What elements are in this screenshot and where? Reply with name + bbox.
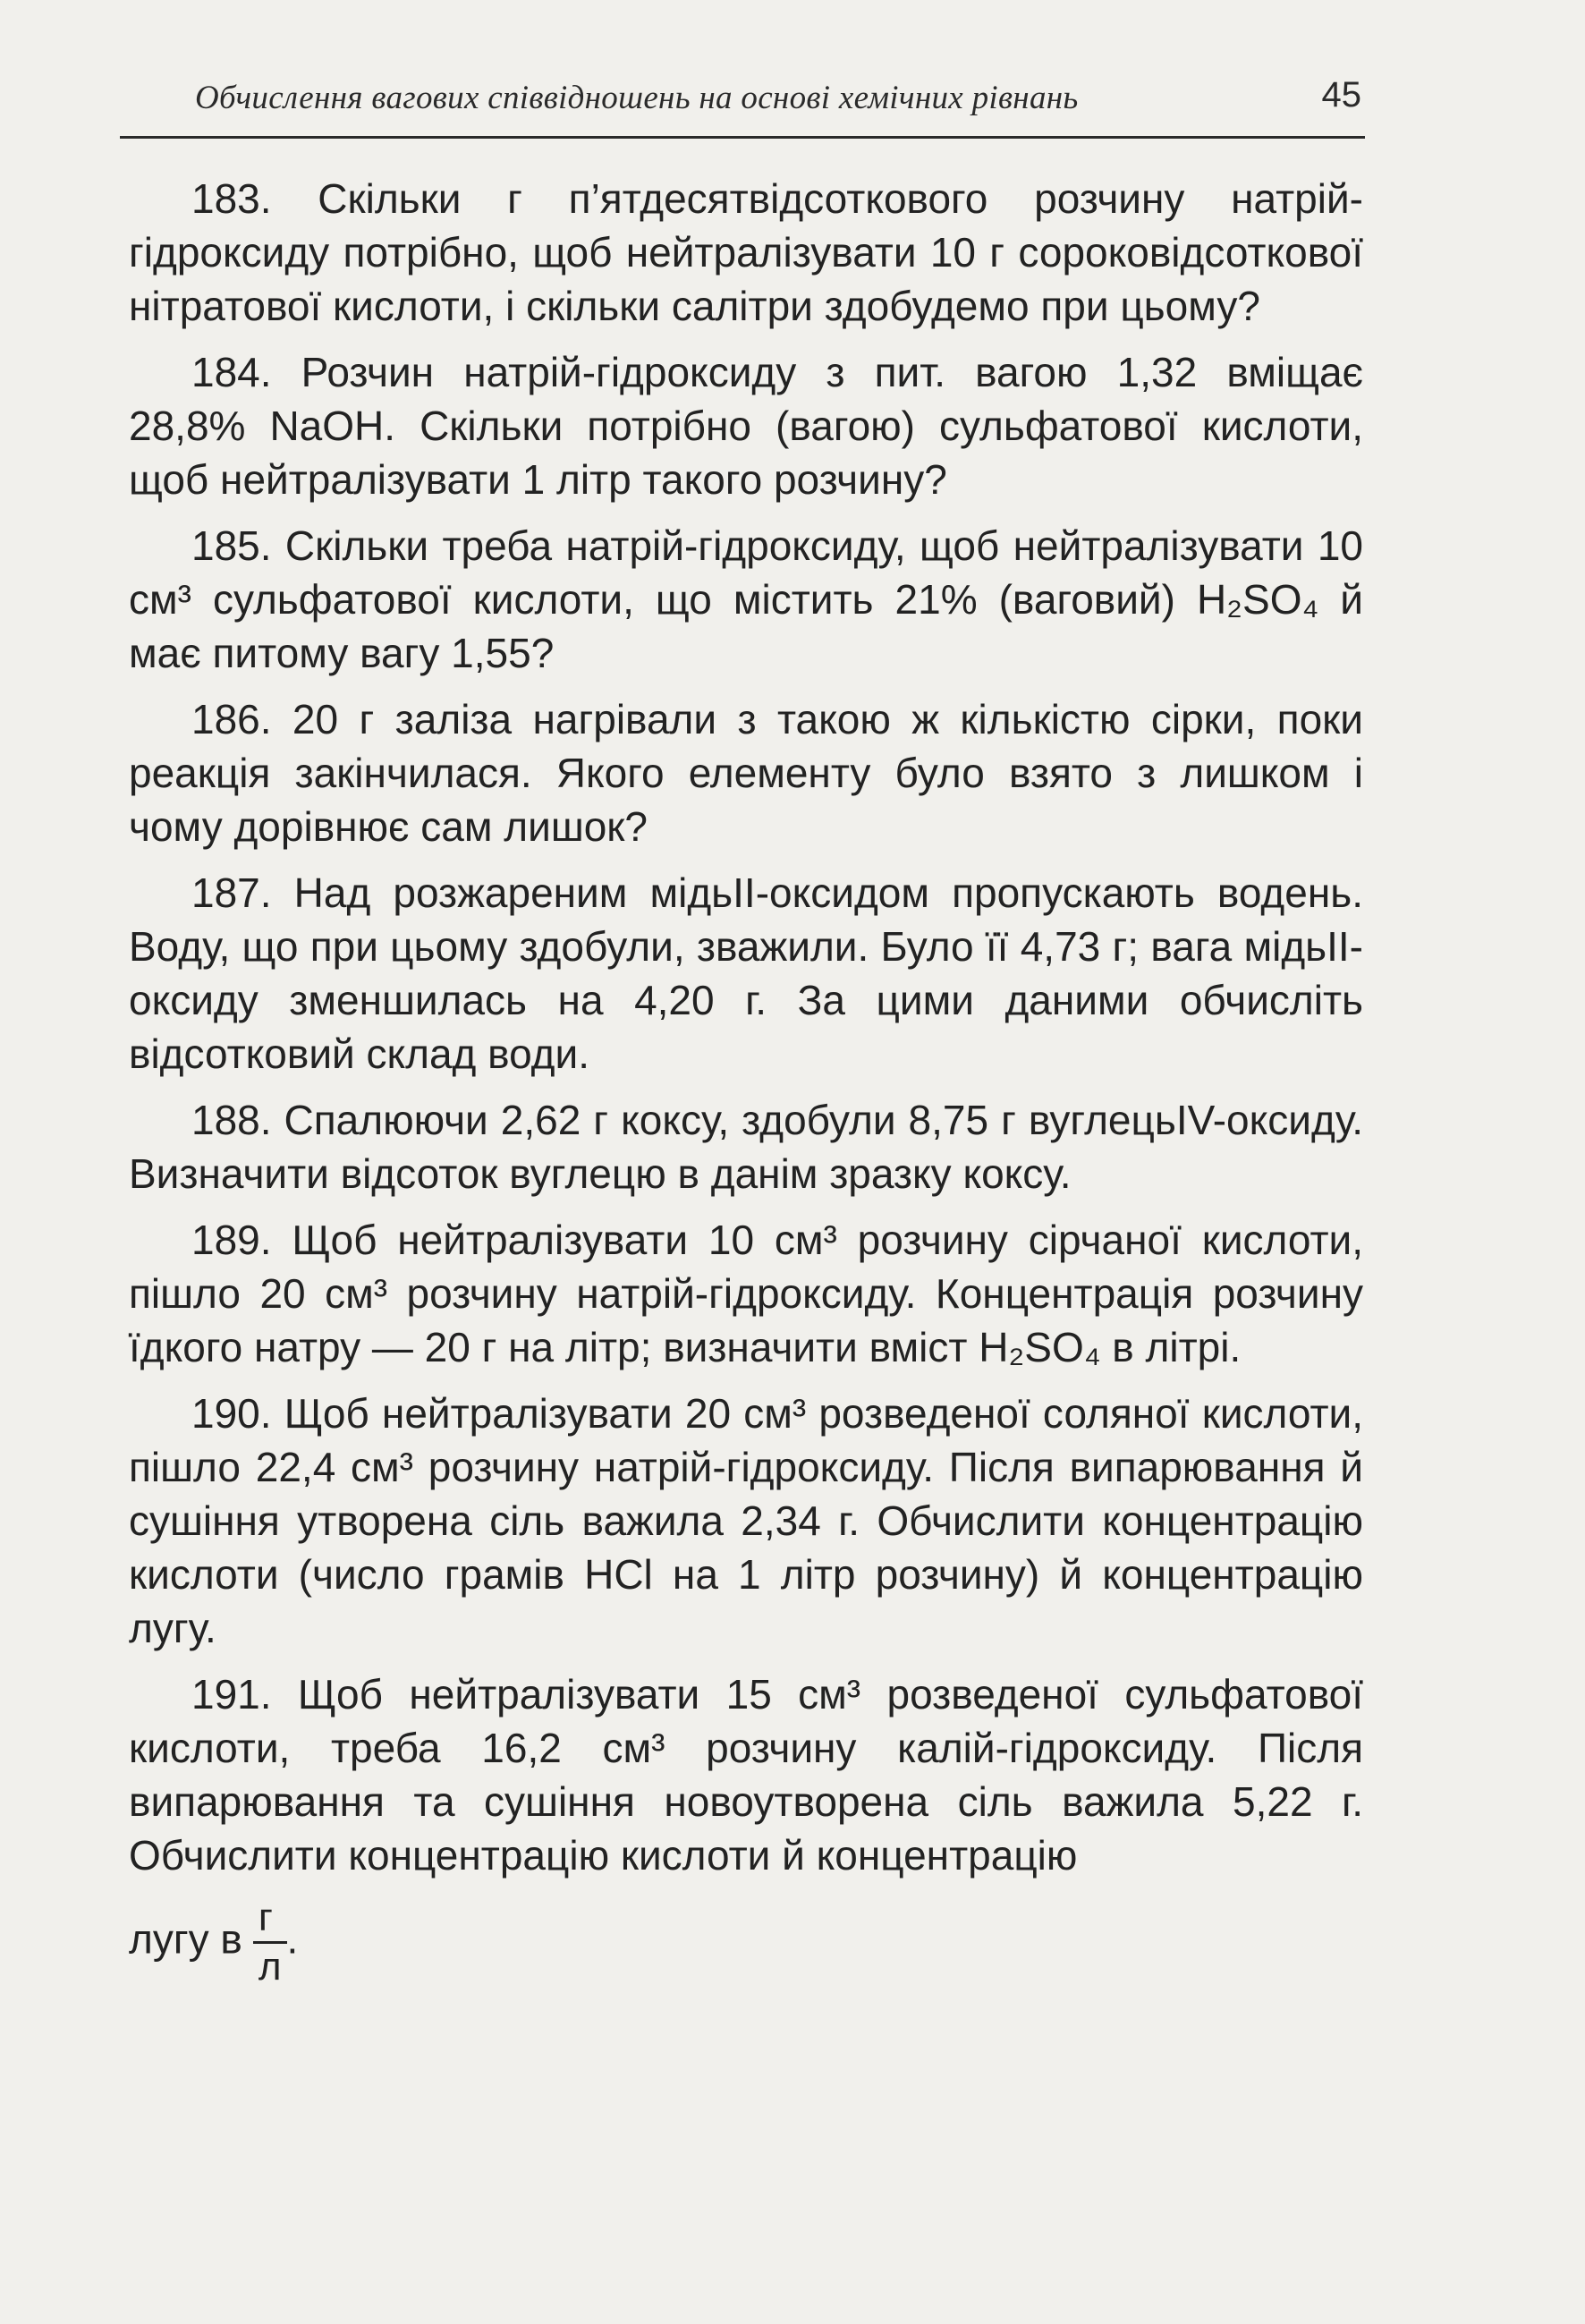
problem-183 [129,172,1363,333]
problem-188 [129,1093,1363,1200]
problem-text: 186. 20 г заліза нагрівали з такою ж кількістю сірки, поки реакція закінчилася. Якого елементу було взято з лишком і чому дорівнює сам лишок? [129,696,1363,850]
problem-text: 188. Спалюючи 2,62 г коксу, здобули 8,75 г вуглецьIV-оксиду. Визначити відсоток вуглецю в данім зразку коксу. [129,1097,1363,1197]
unit-fraction [253,1898,287,1987]
running-head: Обчислення вагових співвідношень на основі хемічних рівнань [195,80,1079,116]
problem-189 [129,1213,1363,1374]
problem-184 [129,345,1363,506]
final-punctuation: . [286,1915,299,1963]
problem-text: 183. Скільки г п’ятдесятвідсоткового розчину натрій-гідроксиду потрібно, щоб нейтралізувати 10 г сороковідсоткової нітратової кислоти, і скільки салітри здобудемо при цьому? [129,175,1363,329]
problem-190 [129,1387,1363,1655]
fraction-numerator: г [253,1898,287,1944]
final-line-text: лугу в [129,1915,242,1963]
problem-185 [129,519,1363,680]
page-number: 45 [1321,75,1361,115]
problem-text: 191. Щоб нейтралізувати 15 см³ розведеної сульфатової кислоти, треба 16,2 см³ розчину калій-гідроксиду. Після випарювання та сушіння новоутворена сіль важила 5,22 г. Обчислити концентрацію кислоти й концентрацію [129,1671,1363,1879]
problem-191 [129,1667,1363,1882]
problems-list [129,172,1363,1999]
problem-text: 184. Розчин натрій-гідроксиду з пит. вагою 1,32 вміщає 28,8% NaOH. Скільки потрібно (вагою) сульфатової кислоти, щоб нейтралізувати 1 літр такого розчину? [129,349,1363,503]
problem-text: 189. Щоб нейтралізувати 10 см³ розчину сірчаної кислоти, пішло 20 см³ розчину натрій-гідроксиду. Концентрація розчину їдкого натру — 20 г на літр; визначити вміст H₂SO₄ в літрі. [129,1217,1363,1370]
problem-text: 190. Щоб нейтралізувати 20 см³ розведеної соляної кислоти, пішло 22,4 см³ розчину натрій-гідроксиду. Після випарювання й сушіння утворена сіль важила 2,34 г. Обчислити концентрацію кислоти (число грамів HCl на 1 літр розчину) й концентрацію лугу. [129,1390,1363,1651]
problem-text: 185. Скільки треба натрій-гідроксиду, щоб нейтралізувати 10 см³ сульфатової кислоти, що містить 21% (ваговий) H₂SO₄ й має питому вагу 1,55? [129,522,1363,676]
page-header [120,72,1365,139]
problem-191-final-line [129,1898,1363,1987]
problem-186 [129,692,1363,853]
problem-187 [129,866,1363,1081]
problem-text: 187. Над розжареним мідьII-оксидом пропускають водень. Воду, що при цьому здобули, зважили. Було її 4,73 г; вага мідьII-оксиду зменшилась на 4,20 г. За цими даними обчисліть відсотковий склад води. [129,869,1363,1077]
fraction-denominator: л [258,1945,282,1989]
